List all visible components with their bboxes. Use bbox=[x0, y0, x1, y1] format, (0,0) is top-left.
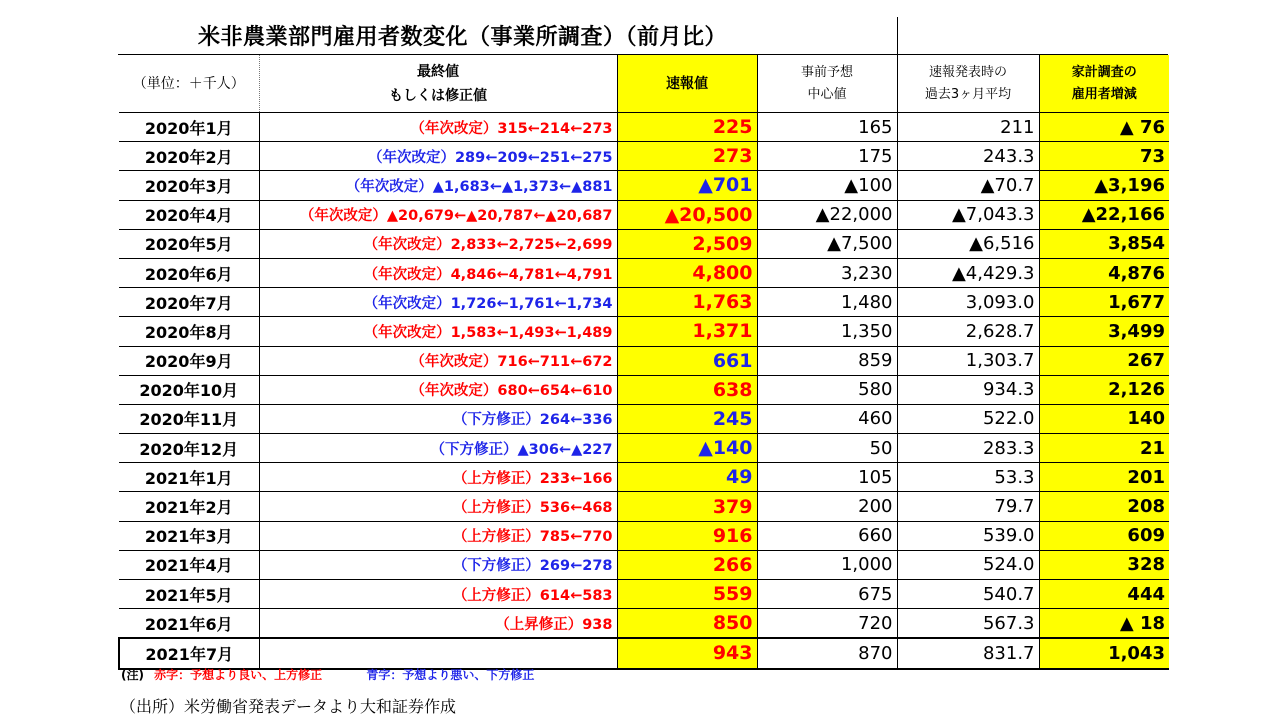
household-cell: 21 bbox=[1039, 434, 1169, 463]
consensus-cell: 3,230 bbox=[757, 258, 897, 287]
consensus-cell: 1,480 bbox=[757, 288, 897, 317]
prelim-cell: 49 bbox=[617, 463, 757, 492]
avg-cell: 211 bbox=[897, 113, 1039, 142]
avg-cell: 1,303.7 bbox=[897, 346, 1039, 375]
title-row bbox=[118, 17, 1168, 55]
consensus-cell: 580 bbox=[757, 375, 897, 404]
revision-cell: （年次改定）716←711←672 bbox=[259, 346, 617, 375]
avg-cell: 3,093.0 bbox=[897, 288, 1039, 317]
prelim-cell: 850 bbox=[617, 609, 757, 639]
title-divider bbox=[897, 17, 898, 54]
consensus-cell: 660 bbox=[757, 521, 897, 550]
revision-cell: （上昇修正）938 bbox=[259, 609, 617, 639]
table-row bbox=[119, 463, 1169, 492]
revision-cell: （下方修正）264←336 bbox=[259, 404, 617, 433]
household-cell: 4,876 bbox=[1039, 258, 1169, 287]
revision-cell: （年次改定）2,833←2,725←2,699 bbox=[259, 229, 617, 258]
month-cell: 2020年8月 bbox=[119, 317, 259, 346]
household-cell: 444 bbox=[1039, 580, 1169, 609]
household-cell: ▲22,166 bbox=[1039, 200, 1169, 229]
household-cell: 73 bbox=[1039, 142, 1169, 171]
consensus-cell: 50 bbox=[757, 434, 897, 463]
month-cell: 2021年3月 bbox=[119, 521, 259, 550]
unit-header: （単位：＋千人） bbox=[119, 55, 259, 113]
household-header bbox=[1039, 55, 1169, 113]
table-row bbox=[119, 113, 1169, 142]
avg-cell: 540.7 bbox=[897, 580, 1039, 609]
avg-header bbox=[897, 55, 1039, 113]
consensus-cell: 175 bbox=[757, 142, 897, 171]
month-cell: 2020年7月 bbox=[119, 288, 259, 317]
month-cell: 2020年6月 bbox=[119, 258, 259, 287]
prelim-cell: 1,371 bbox=[617, 317, 757, 346]
consensus-cell: 105 bbox=[757, 463, 897, 492]
month-cell: 2021年1月 bbox=[119, 463, 259, 492]
consensus-cell: 870 bbox=[757, 638, 897, 668]
month-cell: 2020年4月 bbox=[119, 200, 259, 229]
month-cell: 2021年5月 bbox=[119, 580, 259, 609]
household-cell: 208 bbox=[1039, 492, 1169, 521]
household-cell: ▲ 18 bbox=[1039, 609, 1169, 639]
avg-cell: 539.0 bbox=[897, 521, 1039, 550]
prelim-cell: 2,509 bbox=[617, 229, 757, 258]
consensus-header-line2: 中心値 bbox=[807, 86, 847, 102]
prelim-cell: 943 bbox=[617, 638, 757, 668]
household-header-line2: 雇用者増減 bbox=[1071, 86, 1137, 102]
consensus-cell: 720 bbox=[757, 609, 897, 639]
consensus-cell: ▲100 bbox=[757, 171, 897, 200]
page-title: 米非農業部門雇用者数変化（事業所調査）（前月比） bbox=[198, 25, 728, 50]
month-cell: 2020年10月 bbox=[119, 375, 259, 404]
prelim-cell: ▲20,500 bbox=[617, 200, 757, 229]
household-cell: ▲ 76 bbox=[1039, 113, 1169, 142]
household-cell: 1,677 bbox=[1039, 288, 1169, 317]
month-cell: 2020年12月 bbox=[119, 434, 259, 463]
table-row bbox=[119, 258, 1169, 287]
avg-cell: 831.7 bbox=[897, 638, 1039, 668]
consensus-cell: 675 bbox=[757, 580, 897, 609]
consensus-cell: 1,350 bbox=[757, 317, 897, 346]
consensus-cell: ▲7,500 bbox=[757, 229, 897, 258]
table-row bbox=[119, 229, 1169, 258]
table-body bbox=[119, 113, 1169, 669]
revision-cell bbox=[259, 638, 617, 668]
month-cell: 2021年2月 bbox=[119, 492, 259, 521]
consensus-cell: 859 bbox=[757, 346, 897, 375]
revision-cell: （年次改定）▲1,683←▲1,373←▲881 bbox=[259, 171, 617, 200]
revision-cell: （年次改定）680←654←610 bbox=[259, 375, 617, 404]
table-row bbox=[119, 434, 1169, 463]
prelim-cell: 661 bbox=[617, 346, 757, 375]
avg-cell: 524.0 bbox=[897, 550, 1039, 579]
prelim-cell: 559 bbox=[617, 580, 757, 609]
month-cell: 2020年5月 bbox=[119, 229, 259, 258]
household-cell: 201 bbox=[1039, 463, 1169, 492]
month-cell: 2020年11月 bbox=[119, 404, 259, 433]
table-row bbox=[119, 638, 1169, 668]
data-table-frame bbox=[118, 17, 1168, 670]
table-row bbox=[119, 492, 1169, 521]
household-cell: 267 bbox=[1039, 346, 1169, 375]
table-row bbox=[119, 142, 1169, 171]
revision-cell: （年次改定）315←214←273 bbox=[259, 113, 617, 142]
table-row bbox=[119, 346, 1169, 375]
note-label: (注) bbox=[121, 668, 144, 682]
household-cell: 2,126 bbox=[1039, 375, 1169, 404]
consensus-cell: 200 bbox=[757, 492, 897, 521]
table-row bbox=[119, 171, 1169, 200]
table-row bbox=[119, 317, 1169, 346]
prelim-cell: 1,763 bbox=[617, 288, 757, 317]
household-cell: 328 bbox=[1039, 550, 1169, 579]
avg-cell: 283.3 bbox=[897, 434, 1039, 463]
avg-cell: 567.3 bbox=[897, 609, 1039, 639]
month-cell: 2020年3月 bbox=[119, 171, 259, 200]
table-row bbox=[119, 580, 1169, 609]
prelim-cell: ▲140 bbox=[617, 434, 757, 463]
final-header-line1: 最終値 bbox=[417, 63, 459, 80]
prelim-cell: 266 bbox=[617, 550, 757, 579]
table-row bbox=[119, 609, 1169, 639]
consensus-header bbox=[757, 55, 897, 113]
prelim-cell: 245 bbox=[617, 404, 757, 433]
revision-cell: （上方修正）614←583 bbox=[259, 580, 617, 609]
avg-cell: 79.7 bbox=[897, 492, 1039, 521]
month-cell: 2021年6月 bbox=[119, 609, 259, 639]
prelim-header: 速報値 bbox=[617, 55, 757, 113]
note-red-text: 赤字：予想より良い、上方修正 bbox=[154, 668, 323, 682]
prelim-cell: 379 bbox=[617, 492, 757, 521]
revision-cell: （下方修正）▲306←▲227 bbox=[259, 434, 617, 463]
month-cell: 2020年2月 bbox=[119, 142, 259, 171]
revision-cell: （上方修正）785←770 bbox=[259, 521, 617, 550]
consensus-cell: ▲22,000 bbox=[757, 200, 897, 229]
month-cell: 2020年1月 bbox=[119, 113, 259, 142]
avg-cell: 243.3 bbox=[897, 142, 1039, 171]
revision-cell: （年次改定）▲20,679←▲20,787←▲20,687 bbox=[259, 200, 617, 229]
table-row bbox=[119, 404, 1169, 433]
avg-cell: ▲6,516 bbox=[897, 229, 1039, 258]
household-cell: 3,854 bbox=[1039, 229, 1169, 258]
revision-cell: （年次改定）4,846←4,781←4,791 bbox=[259, 258, 617, 287]
prelim-cell: 273 bbox=[617, 142, 757, 171]
avg-cell: 2,628.7 bbox=[897, 317, 1039, 346]
revision-cell: （下方修正）269←278 bbox=[259, 550, 617, 579]
avg-cell: 522.0 bbox=[897, 404, 1039, 433]
source-caption: （出所）米労働省発表データより大和証券作成 bbox=[120, 697, 457, 716]
consensus-cell: 460 bbox=[757, 404, 897, 433]
household-cell: 140 bbox=[1039, 404, 1169, 433]
table-row bbox=[119, 521, 1169, 550]
table-row bbox=[119, 288, 1169, 317]
final-value-header bbox=[259, 55, 617, 113]
payroll-table bbox=[118, 55, 1169, 670]
revision-cell: （上方修正）536←468 bbox=[259, 492, 617, 521]
note-blue-text: 青字：予想より悪い、下方修正 bbox=[366, 668, 535, 682]
revision-cell: （年次改定）289←209←251←275 bbox=[259, 142, 617, 171]
month-cell: 2020年9月 bbox=[119, 346, 259, 375]
prelim-cell: 638 bbox=[617, 375, 757, 404]
avg-header-line2: 過去3ヶ月平均 bbox=[924, 86, 1012, 102]
household-cell: 3,499 bbox=[1039, 317, 1169, 346]
avg-header-line1: 速報発表時の bbox=[928, 64, 1007, 80]
color-legend-note bbox=[121, 666, 534, 683]
prelim-cell: 916 bbox=[617, 521, 757, 550]
header-row bbox=[119, 55, 1169, 113]
household-cell: 1,043 bbox=[1039, 638, 1169, 668]
household-cell: ▲3,196 bbox=[1039, 171, 1169, 200]
revision-cell: （上方修正）233←166 bbox=[259, 463, 617, 492]
revision-cell: （年次改定）1,726←1,761←1,734 bbox=[259, 288, 617, 317]
month-cell: 2021年4月 bbox=[119, 550, 259, 579]
table-row bbox=[119, 375, 1169, 404]
avg-cell: ▲7,043.3 bbox=[897, 200, 1039, 229]
avg-cell: ▲70.7 bbox=[897, 171, 1039, 200]
household-header-line1: 家計調査の bbox=[1071, 64, 1137, 80]
prelim-cell: 225 bbox=[617, 113, 757, 142]
avg-cell: 53.3 bbox=[897, 463, 1039, 492]
consensus-cell: 1,000 bbox=[757, 550, 897, 579]
avg-cell: 934.3 bbox=[897, 375, 1039, 404]
table-row bbox=[119, 550, 1169, 579]
table-row bbox=[119, 200, 1169, 229]
prelim-cell: 4,800 bbox=[617, 258, 757, 287]
consensus-header-line1: 事前予想 bbox=[800, 64, 853, 80]
consensus-cell: 165 bbox=[757, 113, 897, 142]
avg-cell: ▲4,429.3 bbox=[897, 258, 1039, 287]
month-cell: 2021年7月 bbox=[119, 638, 259, 668]
final-header-line2: もしくは修正値 bbox=[389, 87, 487, 104]
revision-cell: （年次改定）1,583←1,493←1,489 bbox=[259, 317, 617, 346]
household-cell: 609 bbox=[1039, 521, 1169, 550]
prelim-cell: ▲701 bbox=[617, 171, 757, 200]
